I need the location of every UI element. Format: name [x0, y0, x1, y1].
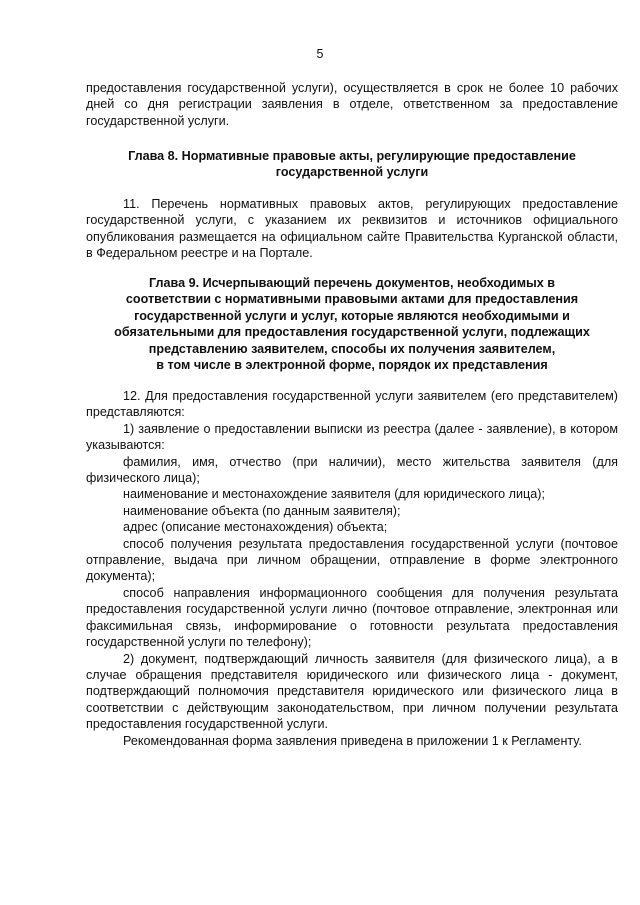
- intro-section: [86, 80, 618, 129]
- chapter-9-title-line-1: Глава 9. Исчерпывающий перечень документов, необходимых в: [148, 276, 556, 290]
- chapter-9-title-line-5: представлению заявителем, способы их получения заявителем,: [148, 341, 556, 356]
- item-1-application: 1) заявление о предоставлении выписки из реестра (далее - заявление), в котором указываются:: [86, 421, 618, 453]
- chapter-8-title-line-1: Глава 8. Нормативные правовые акты, регулирующие предоставление: [128, 149, 576, 163]
- intro-continuation-paragraph: предоставления государственной услуги), осуществляется в срок не более 10 рабочих дней со дня регистрации заявления в отделе, ответственном за предоставление государственной услуги.: [86, 81, 618, 128]
- page-number: 5: [316, 47, 324, 61]
- recommended-form-note: Рекомендованная форма заявления приведена в приложении 1 к Регламенту.: [123, 733, 582, 748]
- chapter-9-body: [86, 388, 618, 749]
- chapter-8-title-line-2: государственной услуги: [275, 165, 429, 180]
- item-notification-method: способ направления информационного сообщения для получения результата предоставления государственной услуги лично (почтовое отправление, электронная или факсимильная связь, информирование о готовности результата предоставления государственной услуги по телефону);: [86, 585, 618, 650]
- item-object-name: наименование объекта (по данным заявителя);: [123, 503, 401, 518]
- paragraph-12: 12. Для предоставления государственной услуги заявителем (его представителем) представляются:: [86, 389, 618, 420]
- item-full-name: фамилия, имя, отчество (при наличии), место жительства заявителя (для физического лица);: [86, 454, 618, 486]
- chapter-9-heading: [86, 275, 618, 373]
- item-legal-entity: наименование и местонахождение заявителя (для юридического лица);: [123, 487, 545, 502]
- item-result-method: способ получения результата предоставления государственной услуги (почтовое отправление, выдача при личном обращении, отправление в форме электронного документа);: [86, 536, 618, 584]
- chapter-8-body: [86, 196, 618, 262]
- chapter-9-title-line-4: обязательными для предоставления государственной услуги, подлежащих: [114, 325, 590, 340]
- item-object-address: адрес (описание местонахождения) объекта;: [123, 520, 388, 535]
- paragraph-11: 11. Перечень нормативных правовых актов, регулирующих предоставление государственной услуги, с указанием их реквизитов и источников официального опубликования размещается на официальном сайте Правительства Курганской области, в Федеральном реестре и на Портале.: [86, 197, 618, 261]
- chapter-9-title-line-6: в том числе в электронной форме, порядок их представления: [156, 358, 548, 373]
- chapter-9-title-line-3: государственной услуги и услуг, которые являются необходимыми и: [134, 308, 570, 323]
- chapter-9-title-line-2: соответствии с нормативными правовыми актами для предоставления: [125, 292, 579, 307]
- item-2-identity-document: 2) документ, подтверждающий личность заявителя (для физического лица), а в случае обращения представителя юридического или физического лица - документ, подтверждающий полномочия представителя юридического или физического лица в соответствии с действующим законодательством, при личном получении результата предоставления государственной услуги.: [86, 651, 618, 732]
- chapter-8-heading: [86, 148, 618, 181]
